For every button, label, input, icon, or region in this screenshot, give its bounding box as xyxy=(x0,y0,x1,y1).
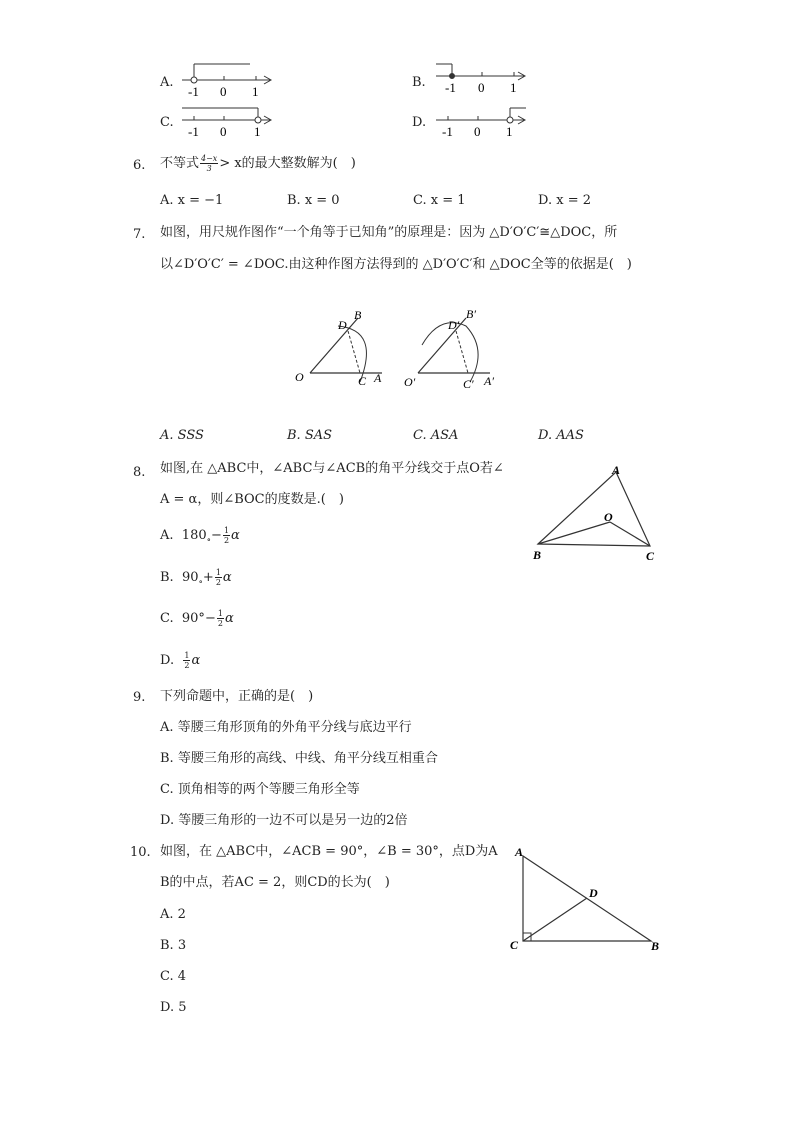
q5-option-c-label: C. xyxy=(160,115,174,130)
q8-stem-line2: A = α，则∠BOC的度数是.( ) xyxy=(160,492,344,507)
q10-option-b[interactable]: B. 3 xyxy=(160,938,187,953)
label-o: O xyxy=(604,510,613,524)
q6-fraction xyxy=(200,154,218,173)
option-letter: B. xyxy=(160,570,174,585)
tick-label: 1 xyxy=(252,84,259,99)
alpha-symbol: α xyxy=(231,528,240,543)
label-d: D xyxy=(589,886,598,900)
label-d-prime: D′ xyxy=(448,318,460,332)
label-b-prime: B′ xyxy=(466,307,476,321)
q6-option-a[interactable]: A. x = −1 xyxy=(160,193,224,208)
q6-stem xyxy=(160,154,356,173)
tick-label: 0 xyxy=(220,84,227,99)
q6-option-c[interactable]: C. x = 1 xyxy=(413,193,466,208)
half-fraction xyxy=(215,568,222,587)
alpha-symbol: α xyxy=(222,570,232,585)
q9-number: 9. xyxy=(133,690,146,705)
label-c: C xyxy=(358,374,367,388)
q9-option-a[interactable]: A. 等腰三角形顶角的外角平分线与底边平行 xyxy=(160,720,412,735)
q8-option-c[interactable] xyxy=(160,609,234,628)
half-fraction xyxy=(217,609,224,628)
label-a: A xyxy=(612,463,621,477)
q8-option-b[interactable] xyxy=(160,568,232,591)
tick-label: 1 xyxy=(254,124,261,139)
label-o: O xyxy=(295,370,304,384)
tick-label: -1 xyxy=(188,84,199,99)
option-sign: − xyxy=(211,528,222,543)
tick-label: -1 xyxy=(442,124,453,139)
option-value: 180 xyxy=(181,528,207,543)
q9-option-c[interactable]: C. 顶角相等的两个等腰三角形全等 xyxy=(160,782,360,797)
q7-option-d[interactable]: D. AAS xyxy=(538,428,584,443)
label-b: B xyxy=(533,548,542,562)
q5-option-c-number-line xyxy=(178,104,278,144)
tick-label: 0 xyxy=(474,124,481,139)
q5-option-b-label: B. xyxy=(412,75,426,90)
q5-option-b-number-line xyxy=(432,60,532,100)
degree-sign: ∘ xyxy=(206,535,212,546)
tick-label: 1 xyxy=(506,124,513,139)
q6-number: 6. xyxy=(133,158,146,173)
fraction-numerator: 4−x xyxy=(201,154,218,163)
q8-option-d[interactable] xyxy=(160,651,200,670)
q10-option-d[interactable]: D. 5 xyxy=(160,1000,187,1015)
q7-stem-line2: 以∠D′O′C′ = ∠DOC.由这种作图方法得到的 △D′O′C′和 △DOC全等的依据是( ) xyxy=(160,257,632,272)
q9-option-d[interactable]: D. 等腰三角形的一边不可以是另一边的2倍 xyxy=(160,813,408,828)
label-a-prime: A′ xyxy=(484,374,494,388)
q7-option-a[interactable]: A. SSS xyxy=(160,428,204,443)
option-letter: D. xyxy=(160,653,175,668)
tick-label: 0 xyxy=(478,80,485,95)
q5-option-a-label: A. xyxy=(160,75,174,90)
degree-sign: ∘ xyxy=(198,577,203,588)
q10-option-c[interactable]: C. 4 xyxy=(160,969,187,984)
q6-option-b[interactable]: B. x = 0 xyxy=(287,193,340,208)
q10-stem-line2: B的中点，若AC = 2，则CD的长为( ) xyxy=(160,875,390,890)
label-c: C xyxy=(646,549,655,563)
fraction-denominator: 2 xyxy=(217,619,223,628)
alpha-symbol: α xyxy=(224,611,234,626)
alpha-symbol: α xyxy=(191,653,201,668)
q7-stem-line1: 如图，用尺规作图作“一个角等于已知角”的原理是：因为 △D′O′C′≅△DOC，所 xyxy=(160,225,618,240)
q8-figure xyxy=(528,458,668,568)
q10-stem-line1: 如图，在 △ABC中，∠ACB = 90°，∠B = 30°，点D为A xyxy=(160,844,498,859)
fraction-numerator: 1 xyxy=(217,609,223,618)
q10-option-a[interactable]: A. 2 xyxy=(160,907,186,922)
q6-stem-text-2: > x的最大整数解为( ) xyxy=(219,156,356,171)
fraction-numerator: 1 xyxy=(184,651,190,660)
half-fraction xyxy=(183,651,190,670)
label-a: A xyxy=(515,845,524,859)
half-fraction xyxy=(223,526,230,545)
fraction-numerator: 1 xyxy=(223,526,230,535)
fraction-denominator: 2 xyxy=(215,578,221,587)
option-value: 90 xyxy=(181,570,199,585)
q8-option-a[interactable] xyxy=(160,526,240,549)
label-b: B xyxy=(354,308,362,322)
label-a: A xyxy=(374,371,382,385)
tick-label: -1 xyxy=(445,80,456,95)
option-letter: A. xyxy=(160,528,174,543)
q7-option-b[interactable]: B. SAS xyxy=(287,428,333,443)
q5-option-d-number-line xyxy=(432,104,532,144)
option-sign: − xyxy=(204,611,216,626)
tick-label: 1 xyxy=(510,80,517,95)
label-o-prime: O′ xyxy=(404,375,416,389)
q8-number: 8. xyxy=(133,465,146,480)
label-c: C xyxy=(510,938,519,952)
option-letter: C. xyxy=(160,611,174,626)
q5-option-a-number-line xyxy=(178,60,278,100)
tick-label: 0 xyxy=(220,124,227,139)
q6-stem-text: 不等式 xyxy=(160,156,200,171)
q9-stem: 下列命题中，正确的是( ) xyxy=(160,689,314,704)
label-d: D xyxy=(338,318,347,332)
q7-figure xyxy=(290,300,510,400)
q7-number: 7. xyxy=(133,227,146,242)
fraction-denominator: 2 xyxy=(223,536,230,545)
q7-option-c[interactable]: C. ASA xyxy=(413,428,459,443)
option-sign: + xyxy=(202,570,214,585)
q10-number: 10. xyxy=(130,845,151,860)
fraction-numerator: 1 xyxy=(215,568,221,577)
option-value: 90° xyxy=(181,611,205,626)
q9-option-b[interactable]: B. 等腰三角形的高线、中线、角平分线互相重合 xyxy=(160,751,438,766)
fraction-denominator: 2 xyxy=(184,661,190,670)
q8-stem-line1: 如图,在 △ABC中，∠ABC与∠ACB的角平分线交于点O若∠ xyxy=(160,461,504,476)
q6-option-d[interactable]: D. x = 2 xyxy=(538,193,591,208)
label-c-prime: C′ xyxy=(463,377,474,391)
q10-figure xyxy=(505,840,675,960)
fraction-denominator: 3 xyxy=(206,164,212,173)
label-b: B xyxy=(651,939,660,953)
tick-label: -1 xyxy=(188,124,199,139)
q5-option-d-label: D. xyxy=(412,115,427,130)
